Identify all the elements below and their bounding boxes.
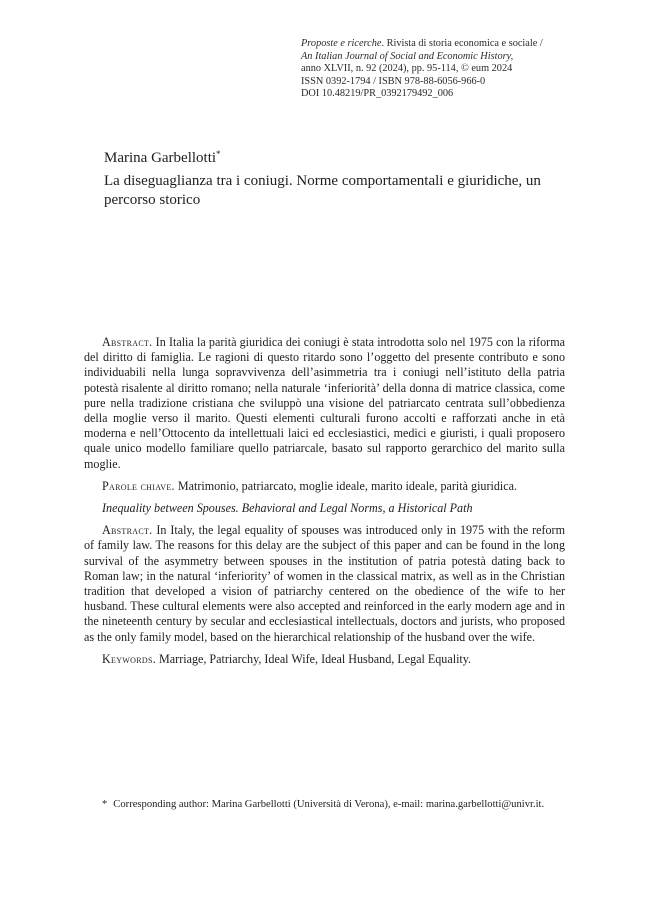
journal-issn: ISSN 0392-1794 / ISBN 978-88-6056-966-0 <box>301 75 486 87</box>
english-title: Inequality between Spouses. Behavioral and Legal Norms, a Historical Path <box>102 501 473 516</box>
footnote-marker: * <box>102 799 108 810</box>
author-footnote-marker: * <box>216 149 221 159</box>
author-name <box>104 145 221 167</box>
journal-doi: DOI 10.48219/PR_0392179492_006 <box>301 88 454 100</box>
abstract-english <box>84 523 565 645</box>
journal-header <box>301 38 601 101</box>
article-title: La diseguaglianza tra i coniugi. Norme comportamentali e giuridiche, un percorso storico <box>104 173 541 208</box>
keywords-italian <box>84 479 565 494</box>
journal-subtitle: . Rivista di storia economica e sociale / <box>381 38 543 49</box>
keywords-italian-text: Matrimonio, patriarcato, moglie ideale, marito ideale, parità giuridica. <box>177 478 518 493</box>
journal-name: Proposte e ricerche <box>301 38 382 49</box>
footnote <box>84 798 565 812</box>
journal-header-line-1 <box>301 38 601 51</box>
abstract-italian <box>84 335 565 472</box>
keywords-english-label: Keywords. <box>102 651 157 666</box>
author-name-text: Marina Garbellotti <box>104 150 217 166</box>
abstract-english-label: Abstract. <box>102 523 153 538</box>
abstract-section <box>84 335 565 674</box>
keywords-italian-label: Parole chiave. <box>102 478 175 493</box>
abstract-italian-label: Abstract. <box>102 335 153 349</box>
abstract-english-text: In Italy, the legal equality of spouses was introduced only in 1975 with the reform of family law. The reasons for this delay are the subject of this paper and can be found in the long survival of the asymmetry between spouses in the institution of patria potestà dating back to Roman law; in the natural ‘inferiority’ of women in the classical matrix, as well as in the Christian tradition that developed a vision of patriarchy centered on the obedience of the wife to her husband. These cultural elements were also accepted and reinforced in the early modern age and in the nineteenth century by secular and ecclesiastical intellectuals, doctors and jurists, who proposed as the only family model, based on the hierarchical relationship of the husband over the wife. <box>84 523 565 644</box>
footnote-text: Corresponding author: Marina Garbellotti (Università di Verona), e-mail: marina.garbellotti@univr.it. <box>113 799 545 810</box>
abstract-italian-text: In Italia la parità giuridica dei coniugi è stata introdotta solo nel 1975 con la riforma del diritto di famiglia. Le ragioni di questo ritardo sono l’oggetto del presente contributo e sono individuabili nella lunga sopravvivenza dell’asimmetria tra i coniugi nell’istituto della patria potestà risalente al diritto romano; nella naturale ‘inferiorità’ della donna di matrice classica, come pure nella tradizione cristiana che sviluppò una visione del patriarcato centrata sull’obbedienza della moglie verso il marito. Questi elementi culturali furono accolti e rafforzati anche in età moderna e nell’Ottocento da intellettuali laici ed ecclesiastici, medici e giuristi, i quali proposero quale unico modello familiare quello patriarcale, basato sul rapporto gerarchico del marito sulla moglie. <box>84 335 565 471</box>
keywords-english <box>84 652 565 667</box>
journal-volume-info: anno XLVII, n. 92 (2024), pp. 95-114, © eum 2024 <box>301 63 513 75</box>
keywords-english-text: Marriage, Patriarchy, Ideal Wife, Ideal Husband, Legal Equality. <box>159 651 472 666</box>
journal-header-line-2: An Italian Journal of Social and Economic History, <box>301 50 514 62</box>
